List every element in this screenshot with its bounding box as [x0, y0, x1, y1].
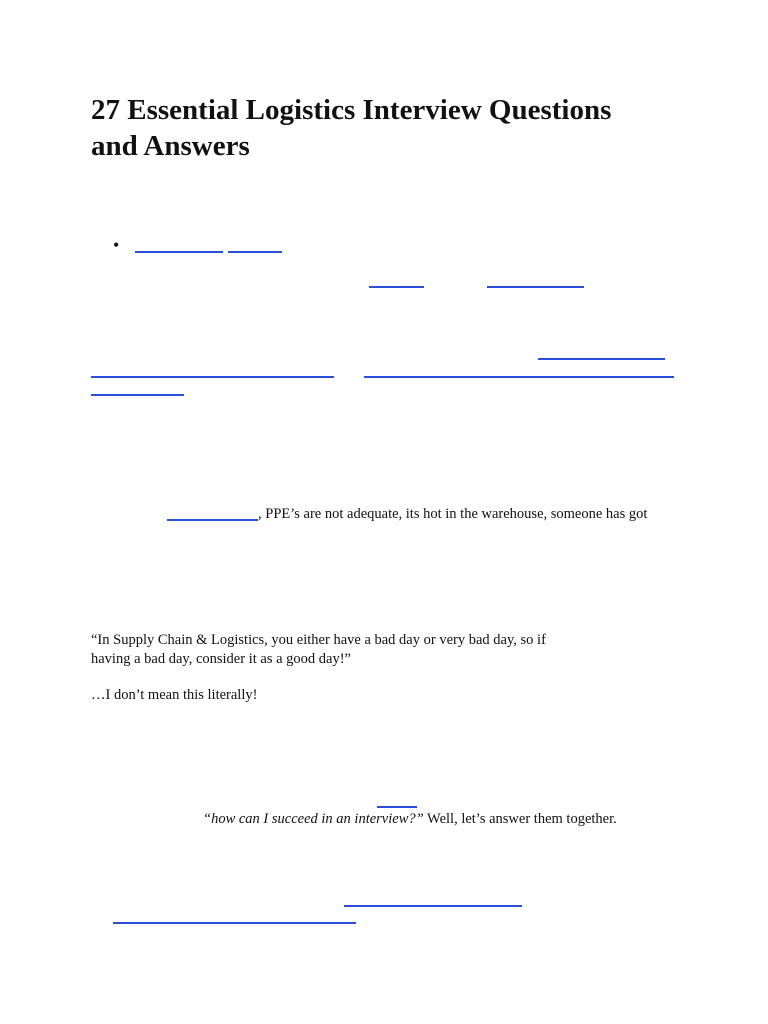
- aside-note: …I don’t mean this literally!: [91, 687, 258, 703]
- inline-link-4[interactable]: [91, 394, 184, 396]
- tag-link[interactable]: [487, 286, 584, 288]
- inline-link-3[interactable]: [364, 376, 674, 378]
- ppe-link[interactable]: [167, 519, 258, 521]
- question-tail: Well, let’s answer them together.: [423, 811, 617, 827]
- inline-link-1[interactable]: [538, 358, 665, 360]
- page-title: [91, 92, 691, 164]
- title-line-1: 27 Essential Logistics Interview Questions: [91, 94, 612, 126]
- category-link[interactable]: [369, 286, 424, 288]
- date-link[interactable]: [228, 251, 282, 253]
- question-italic: “how can I succeed in an interview?”: [203, 811, 424, 827]
- list-bullet: •: [113, 235, 120, 255]
- author-link[interactable]: [135, 251, 223, 253]
- footer-link-2[interactable]: [113, 922, 356, 924]
- ppe-sentence: , PPE’s are not adequate, its hot in the warehouse, someone has got: [258, 506, 648, 522]
- question-sentence: [203, 810, 617, 828]
- footer-link-1[interactable]: [344, 905, 522, 907]
- inline-link-2[interactable]: [91, 376, 334, 378]
- question-link[interactable]: [377, 806, 417, 808]
- quote-line-2: having a bad day, consider it as a good day!”: [91, 651, 351, 667]
- quote-line-1: “In Supply Chain & Logistics, you either have a bad day or very bad day, so if: [91, 632, 546, 648]
- title-line-2: and Answers: [91, 130, 250, 162]
